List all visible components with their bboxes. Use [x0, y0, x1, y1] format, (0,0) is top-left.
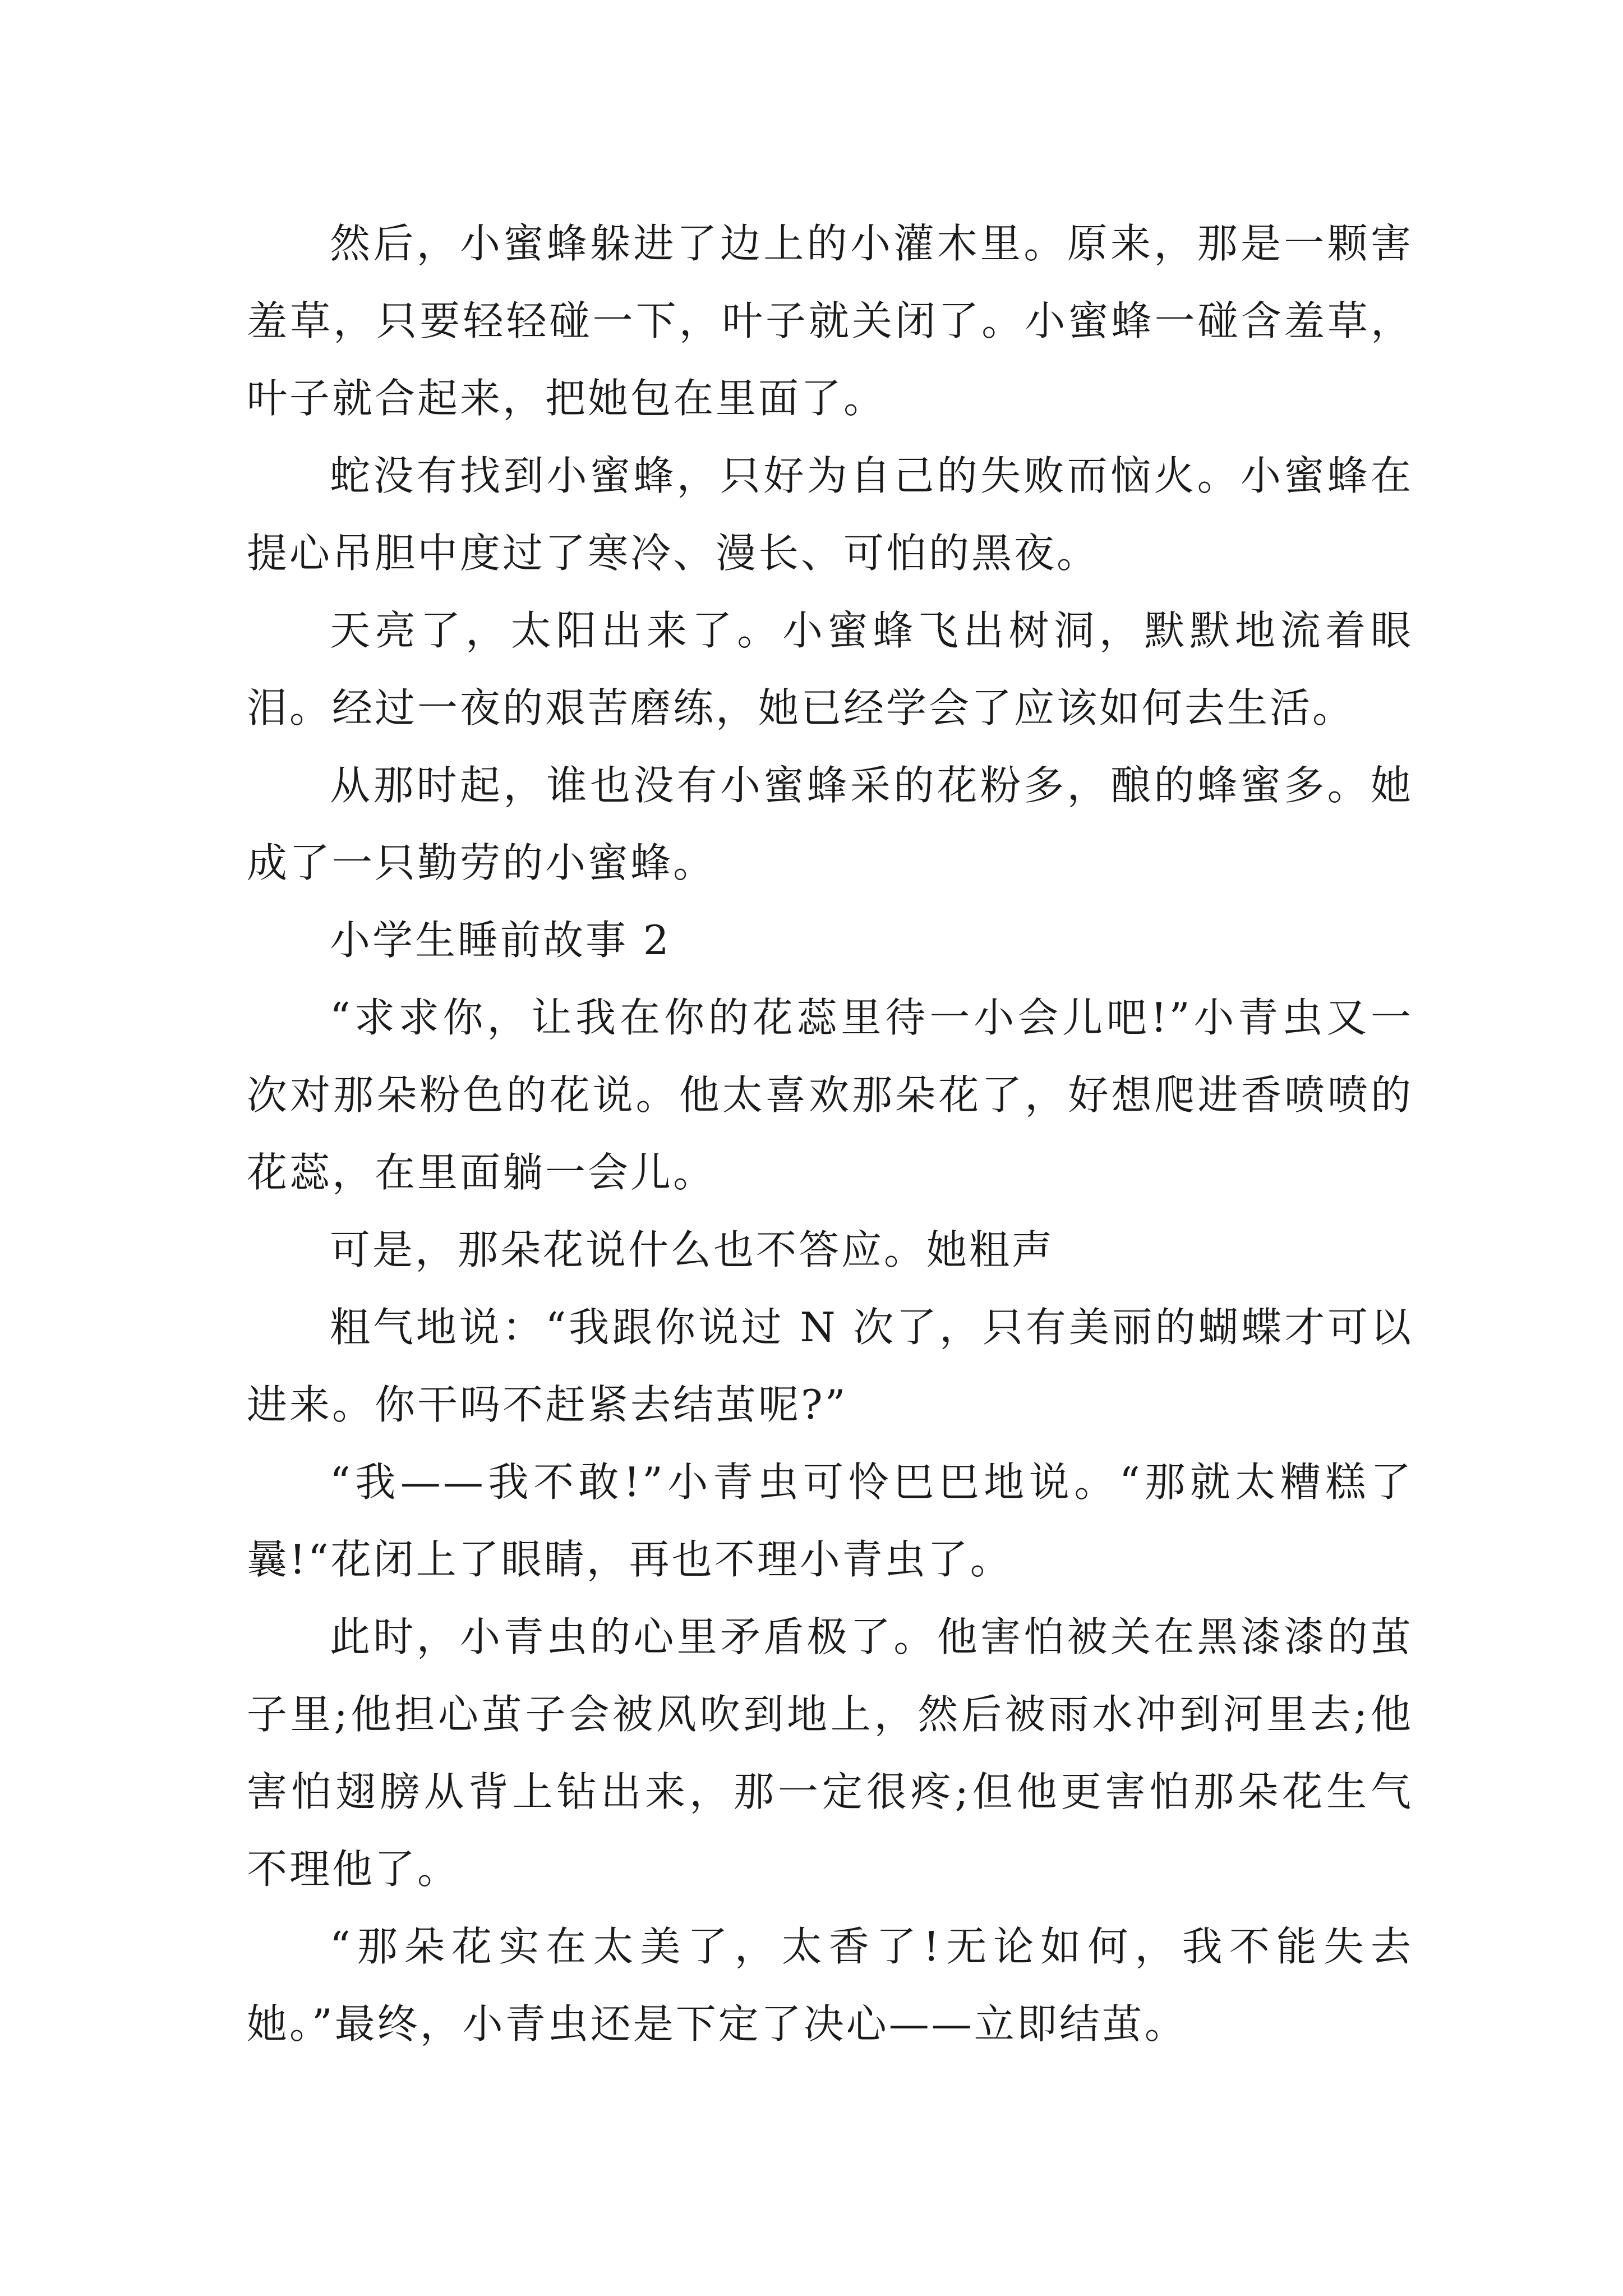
paragraph-caterpillar-decides: “那朵花实在太美了，太香了!无论如何，我不能失去她。”最终，小青虫还是下定了决心——立即结茧。 [247, 1923, 1413, 2047]
paragraph-snake-fails: 蛇没有找到小蜜蜂，只好为自己的失败而恼火。小蜜蜂在提心吊胆中度过了寒冷、漫长、可怕的黑夜。 [247, 452, 1413, 577]
paragraph-flower-refuses: 可是，那朵花说什么也不答应。她粗声 [330, 1226, 1055, 1273]
document-body [247, 205, 1413, 2063]
paragraph-dawn: 天亮了，太阳出来了。小蜜蜂飞出树洞，默默地流着眼泪。经过一夜的艰苦磨练，她已经学会了应该如何去生活。 [247, 607, 1413, 731]
paragraph-flower-speaks: 粗气地说：“我跟你说过 N 次了，只有美丽的蝴蝶才可以进来。你干吗不赶紧去结茧呢?” [247, 1304, 1413, 1428]
story-heading: 小学生睡前故事 2 [330, 917, 671, 964]
paragraph-caterpillar-conflict: 此时，小青虫的心里矛盾极了。他害怕被关在黑漆漆的茧子里;他担心茧子会被风吹到地上，然后被雨水冲到河里去;他害怕翅膀从背上钻出来，那一定很疼;但他更害怕那朵花生气不理他了。 [247, 1613, 1413, 1893]
paragraph-caterpillar-afraid: “我——我不敢!”小青虫可怜巴巴地说。“那就太糟糕了曩!“花闭上了眼睛，再也不理小青虫了。 [247, 1458, 1413, 1583]
paragraph-diligent-bee: 从那时起，谁也没有小蜜蜂采的花粉多，酿的蜂蜜多。她成了一只勤劳的小蜜蜂。 [247, 762, 1413, 886]
paragraph-caterpillar-asks: “求求你，让我在你的花蕊里待一小会儿吧!”小青虫又一次对那朵粉色的花说。他太喜欢那朵花了，好想爬进香喷喷的花蕊，在里面躺一会儿。 [247, 994, 1413, 1196]
paragraph-bee-hides: 然后，小蜜蜂躲进了边上的小灌木里。原来，那是一颗害羞草，只要轻轻碰一下，叶子就关闭了。小蜜蜂一碰含羞草，叶子就合起来，把她包在里面了。 [247, 220, 1413, 422]
